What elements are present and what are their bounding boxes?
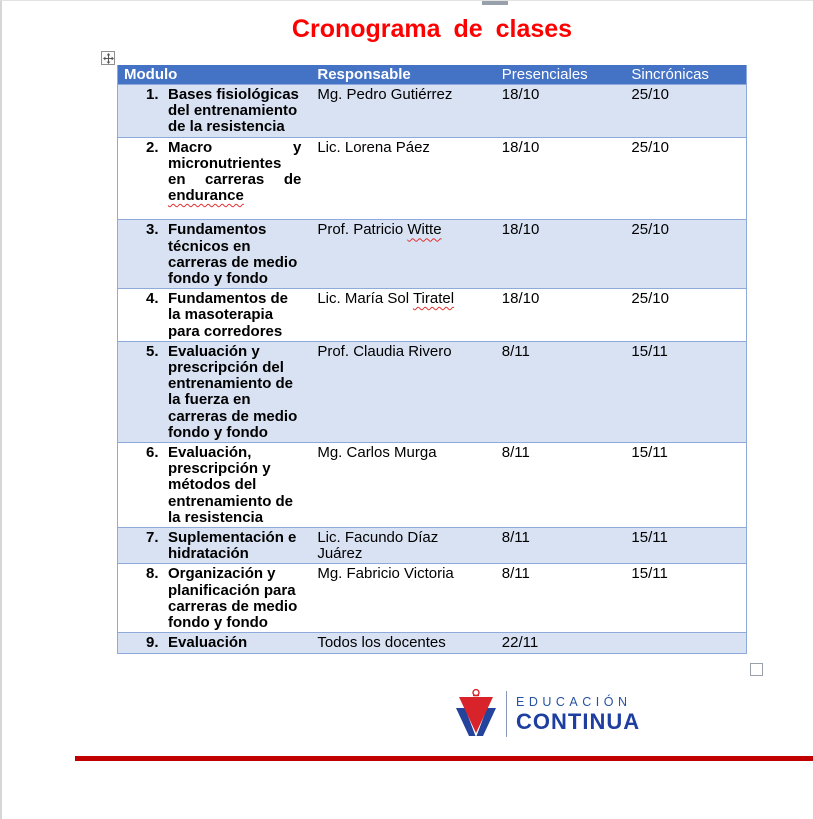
table-row: [118, 85, 746, 138]
table-row: [118, 528, 746, 564]
module-cell: [118, 564, 312, 632]
module-cell: [118, 528, 312, 563]
presenciales-cell: 8/11: [501, 565, 530, 583]
module-text: Evaluación y prescripción del entrenamiento de la fuerza en carreras de medio fondo y fondo: [168, 342, 298, 441]
sincronicas-cell: 25/10: [631, 221, 669, 239]
table-move-handle[interactable]: [101, 51, 115, 65]
responsable-text: Mg. Pedro Gutiérrez: [317, 86, 453, 103]
logo-continua: CONTINUA: [516, 708, 641, 734]
presenciales-cell: 18/10: [501, 138, 540, 156]
presenciales-cell: 8/11: [501, 529, 530, 547]
sincronicas-cell: 15/11: [631, 529, 668, 547]
module-number: 4.: [146, 290, 159, 308]
module-cell: [118, 443, 312, 527]
responsable-cell: [312, 138, 496, 220]
module-text: Fundamentos técnicos en carreras de medio fondo y fondo: [168, 221, 298, 288]
presenciales-cell: 18/10: [501, 290, 540, 308]
table-row: [118, 220, 746, 289]
responsable-text: Lic. Facundo Díaz Juárez: [317, 529, 439, 563]
responsable-cell: [312, 342, 496, 442]
header-responsable: Responsable: [317, 66, 411, 83]
module-text: Bases fisiológicas del entrenamiento de la resistencia: [168, 86, 299, 136]
schedule-table: [117, 65, 747, 654]
responsable-cell: [312, 220, 496, 288]
sincronicas-cell: 15/11: [631, 565, 668, 583]
header-sincronicas: Sincrónicas: [631, 66, 709, 83]
responsable-cell: [312, 528, 496, 563]
responsable-cell: [312, 289, 496, 341]
sincronicas-cell: 25/10: [631, 290, 669, 308]
presenciales-cell: 8/11: [501, 342, 530, 360]
responsable-text: Mg. Fabricio Victoria: [317, 565, 454, 583]
module-text: Macro y micronutrientes en carreras de endurance: [168, 138, 302, 205]
header-modulo: Modulo: [124, 66, 178, 83]
module-number: 7.: [146, 529, 159, 547]
responsable-text: Todos los docentes: [317, 634, 446, 652]
table-row: [118, 289, 746, 342]
responsable-cell: [312, 564, 496, 632]
table-row: [118, 564, 746, 633]
presenciales-cell: 22/11: [501, 634, 539, 652]
footer-red-rule: [75, 756, 813, 761]
responsable-text: Prof. Patricio Witte: [317, 221, 442, 239]
module-text: Organización y planificación para carreras de medio fondo y fondo: [168, 565, 298, 632]
table-header-row: [118, 65, 746, 85]
table-row: [118, 443, 746, 528]
presenciales-cell: 18/10: [501, 86, 540, 103]
module-number: 5.: [146, 342, 159, 360]
module-text: Evaluación: [168, 634, 248, 652]
table-row: [118, 342, 746, 443]
responsable-text: Prof. Claudia Rivero: [317, 342, 452, 360]
responsable-cell: [312, 633, 496, 652]
presenciales-cell: 18/10: [501, 221, 540, 239]
sincronicas-cell: [626, 633, 746, 652]
move-cross-icon: [103, 53, 114, 64]
responsable-text: Lic. María Sol Tiratel: [317, 290, 455, 308]
logo-separator: [506, 691, 507, 737]
sincronicas-cell: 25/10: [631, 138, 669, 156]
module-number: 6.: [146, 444, 159, 462]
module-number: 3.: [146, 221, 159, 239]
module-number: 9.: [146, 634, 159, 652]
shield-v-logo-icon: [454, 688, 498, 740]
responsable-text: Mg. Carlos Murga: [317, 444, 437, 462]
module-text: Fundamentos de la masoterapia para corredores: [168, 290, 289, 340]
table-row: [118, 138, 746, 221]
educacion-continua-logo: [454, 688, 640, 740]
scrollbar-fragment: [482, 1, 508, 5]
module-cell: [118, 633, 312, 652]
module-cell: [118, 138, 312, 220]
presenciales-cell: 8/11: [501, 444, 530, 462]
module-cell: [118, 220, 312, 288]
module-number: 2.: [146, 138, 159, 156]
logo-educacion: EDUCACIÓN: [516, 694, 632, 709]
logo-text: [516, 695, 640, 734]
module-number: 8.: [146, 565, 159, 583]
page-title: Cronograma de clases: [291, 15, 573, 43]
module-cell: [118, 289, 312, 341]
sincronicas-cell: 15/11: [631, 444, 668, 462]
sincronicas-cell: 25/10: [631, 86, 669, 103]
module-text: Evaluación, prescripción y métodos del entrenamiento de la resistencia: [168, 444, 294, 526]
table-body: [118, 85, 746, 654]
module-cell: [118, 342, 312, 442]
sincronicas-cell: 15/11: [631, 342, 668, 360]
responsable-cell: [312, 443, 496, 527]
table-resize-handle[interactable]: [750, 663, 763, 676]
responsable-text: Lic. Lorena Páez: [317, 138, 430, 156]
module-text: Suplementación e hidratación: [168, 529, 297, 563]
table-row: [118, 633, 746, 653]
header-presenciales: Presenciales: [501, 66, 588, 83]
module-number: 1.: [146, 86, 159, 103]
module-cell: [118, 85, 312, 137]
responsable-cell: [312, 85, 496, 137]
